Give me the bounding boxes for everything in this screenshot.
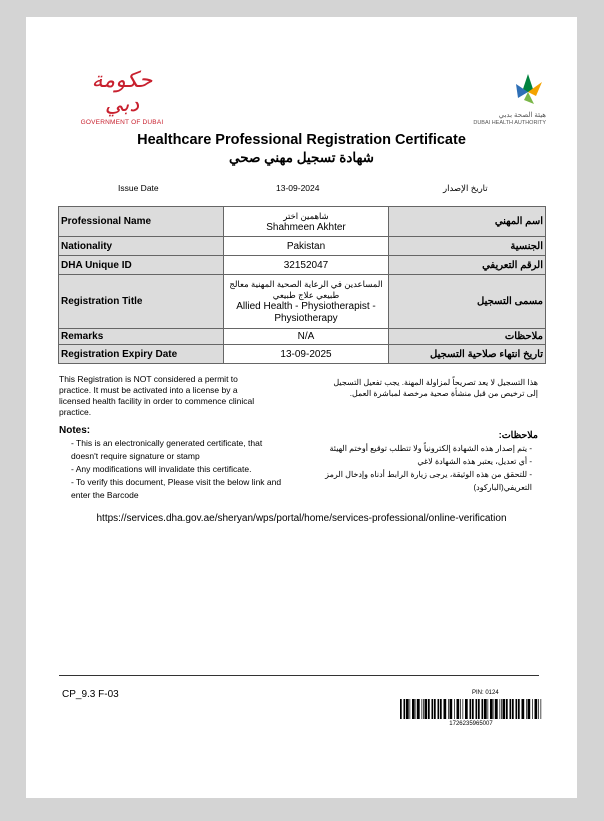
table-row: [59, 275, 546, 329]
dha-unique-id-label: DHA Unique ID: [59, 256, 224, 275]
professional-name-english: Shahmeen Akhter: [266, 221, 346, 233]
notes-english: [59, 424, 289, 502]
dha-unique-id-label-arabic: الرقم التعريفي: [389, 256, 546, 275]
dha-logo-arabic: هيئة الصحة بدبي: [498, 112, 546, 119]
nationality-label-arabic: الجنسية: [389, 237, 546, 256]
expiry-date-label-arabic: تاريخ انتهاء صلاحية التسجيل: [389, 345, 546, 364]
table-row: [59, 237, 546, 256]
disclaimer-english: This Registration is NOT considered a permit to practice. It must be activated into a license by a licensed health facility in order to commence clinical practice.: [59, 374, 255, 417]
table-row: [59, 329, 546, 345]
list-item: - أي تعديل، يعتبر هذه الشهادة لاغي: [417, 457, 532, 466]
footer-divider: [59, 675, 539, 676]
nationality-label: Nationality: [59, 237, 224, 256]
list-item: - يتم إصدار هذه الشهادة إلكترونياً ولا تتطلب توقيع أوختم الهيئة: [329, 444, 532, 453]
gov-logo-arabic: حكومة دبي: [91, 68, 153, 117]
verification-link[interactable]: https://services.dha.gov.ae/sheryan/wps/portal/home/services-professional/online-verification: [96, 513, 507, 524]
issue-date-label: Issue Date: [118, 183, 159, 193]
remarks-value: N/A: [224, 329, 389, 345]
government-of-dubai-logo: [80, 69, 164, 126]
nationality-value: Pakistan: [224, 237, 389, 256]
professional-name-label: Professional Name: [59, 207, 224, 237]
table-row: [59, 345, 546, 364]
list-item: - This is an electronically generated certificate, that doesn't require signature or stamp: [71, 438, 263, 461]
professional-name-value: [224, 207, 389, 237]
table-row: [59, 207, 546, 237]
gov-logo-english: GOVERNMENT OF DUBAI: [80, 119, 164, 126]
pin-label: PIN: 0124: [472, 690, 499, 696]
certificate-page: [26, 17, 577, 798]
dha-unique-id-value: 32152047: [224, 256, 389, 275]
table-row: [59, 256, 546, 275]
registration-title-label-arabic: مسمى التسجيل: [389, 275, 546, 329]
registration-title-value: [224, 275, 389, 329]
barcode-number: 1726235965007: [449, 721, 493, 727]
dha-emblem-icon: [448, 70, 546, 106]
registration-title-english: Allied Health - Physiotherapist - Physiotherapy: [236, 300, 376, 324]
expiry-date-value: 13-09-2025: [224, 345, 389, 364]
professional-name-arabic: شاهمين اختر: [283, 210, 329, 221]
remarks-label: Remarks: [59, 329, 224, 345]
barcode-icon: [400, 699, 542, 719]
professional-name-label-arabic: اسم المهني: [389, 207, 546, 237]
certificate-title-arabic: شهادة تسجيل مهني صحي: [228, 150, 374, 165]
form-code: CP_9.3 F-03: [62, 689, 119, 700]
dha-logo-english: DUBAI HEALTH AUTHORITY: [473, 120, 546, 126]
issue-date-value: 13-09-2024: [276, 183, 320, 193]
list-item: - Any modifications will invalidate this certificate.: [71, 464, 252, 474]
list-item: - للتحقق من هذه الوثيقة، يرجى زيارة الرابط أدناه وإدخال الرمز التعريفي(الباركود): [325, 470, 532, 492]
registration-title-arabic: المساعدين في الرعاية الصحية المهنية معالج طبيعي علاج طبيعي: [229, 278, 383, 300]
registration-title-label: Registration Title: [59, 275, 224, 329]
disclaimer-arabic: هذا التسجيل لا يعد تصريحاً لمزاولة المهنة. يجب تفعيل التسجيل إلى ترخيص من قبل منشأة صحية مرخصة لمباشرة العمل.: [333, 378, 538, 398]
notes-heading: Notes:: [59, 425, 91, 436]
notes-arabic: [316, 429, 538, 494]
notes-heading-arabic: ملاحظات:: [498, 430, 538, 441]
registration-details-table: [58, 206, 546, 364]
expiry-date-label: Registration Expiry Date: [59, 345, 224, 364]
remarks-label-arabic: ملاحظات: [389, 329, 546, 345]
list-item: - To verify this document, Please visit the below link and enter the Barcode: [71, 477, 282, 500]
certificate-title-english: Healthcare Professional Registration Certificate: [137, 132, 466, 148]
dubai-health-authority-logo: [448, 70, 546, 126]
issue-date-label-arabic: تاريخ الإصدار: [443, 183, 488, 193]
